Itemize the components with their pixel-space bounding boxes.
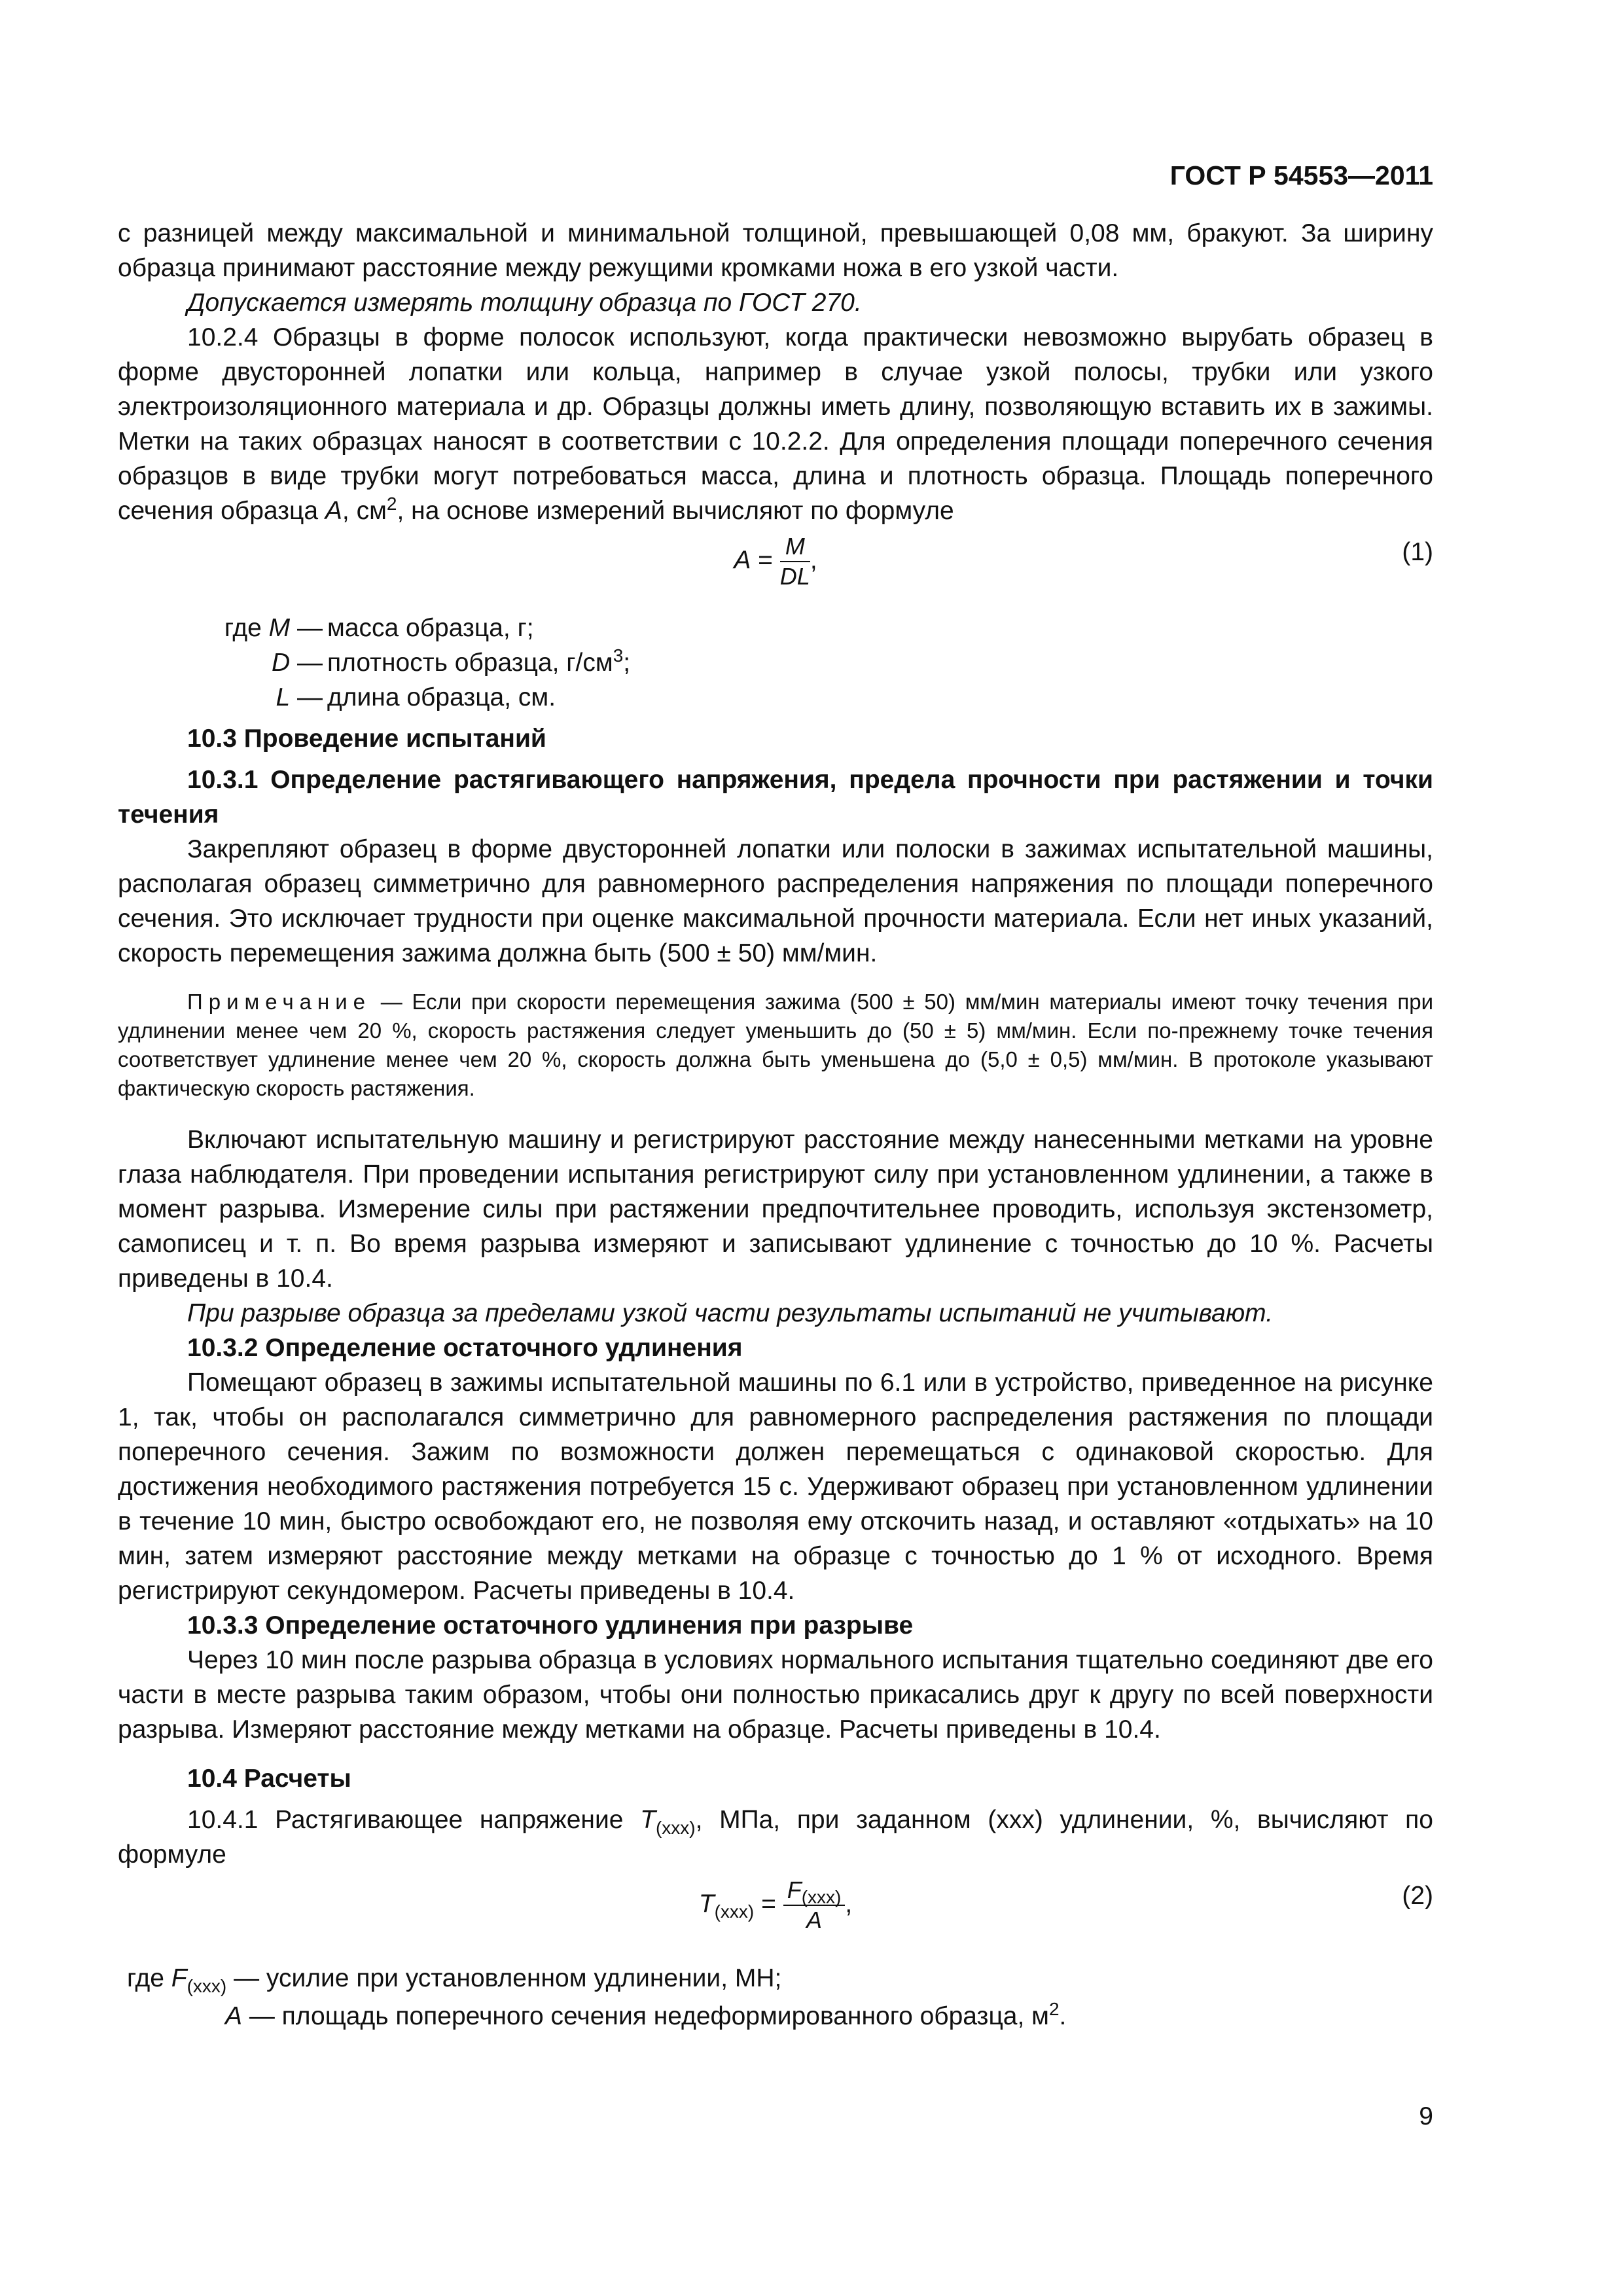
paragraph-10-2-4-tail: , на основе измерений вычисляют по формуле — [397, 497, 954, 525]
paragraph-10-3-3: Через 10 мин после разрыва образца в условиях нормального испытания тщательно соединяют две его части в месте разрыва таким образом, чтобы они полностью прикасались друг к другу по всей поверхности разрыва. Измеряют расстояние между метками на образце. Расчеты приведены в 10.4. — [118, 1646, 1433, 1744]
heading-10-3-3: 10.3.3 Определение остаточного удлинения при разрыве — [187, 1611, 914, 1640]
paragraph-10-3-1: Закрепляют образец в форме двусторонней лопатки или полоски в зажимах испытательной машины, располагая образец симметрично для равномерного распределения напряжения по площади поперечного сечения. Это исключает трудности при оценке максимальной прочности материала. Если нет иных указаний, скорость перемещения зажима должна быть (500 ± 50) мм/мин. — [118, 835, 1433, 967]
formula-2-expression: $T_{(xxx)}$ = $\frac{F_{(xxx)}}{A}$ , — [698, 1876, 853, 1933]
page-number: 9 — [1419, 2102, 1433, 2130]
paragraph-allowed-gost270: Допускается измерять толщину образца по ГОСТ 270. — [187, 289, 862, 317]
paragraph-10-2-4-text: 10.2.4 Образцы в форме полосок используют, когда практически невозможно вырубать образец в форме двусторонней лопатки или кольца, например в случае узкой полосы, трубки или узкого электроизоляционного материала и др. Образцы должны иметь длину, позволяющую вставить их в зажимы. Метки на таких образцах наносят в соответствии с 10.2.2. Для определения площади поперечного сечения образцов в виде трубки могут потребоваться масса, длина и плотность образца. Площадь поперечного сечения образца — [118, 323, 1433, 525]
legend-row-d: D — плотность образца, $г/см^3$; — [271, 645, 631, 677]
paragraph-10-2-4 — [118, 320, 1433, 528]
symbol-a: A — [325, 497, 342, 525]
formula-2-legend — [127, 1961, 1433, 2034]
heading-10-3-1: 10.3.1 Определение растягивающего напряжения, предела прочности при растяжении и точки течения — [118, 766, 1433, 829]
legend-row-a: A — площадь поперечного сечения недеформированного образца, $м^2$. — [225, 1999, 1067, 2030]
note-text: — Если при скорости перемещения зажима (500 ± 50) мм/мин материалы имеют точку течения при удлинении менее чем 20 %, скорость растяжения следует уменьшить до (50 ± 5) мм/мин. Если по-прежнему точке течения соответствует удлинение менее чем 20 %, скорость должна быть уменьшена до (5,0 ± 0,5) мм/мин. В протоколе указывают фактическую скорость растяжения. — [118, 990, 1433, 1100]
formula-1 — [118, 528, 1433, 607]
paragraph-break-outside: При разрыве образца за пределами узкой части результаты испытаний не учитывают. — [187, 1299, 1274, 1327]
formula-1-legend — [118, 611, 1433, 715]
formula-2 — [118, 1872, 1433, 1957]
paragraph-10-4-1: 10.4.1 Растягивающее напряжение $T_{(xxx)}$, МПа, при заданном (xxx) удлинении, %, вычисляют по формуле — [118, 1806, 1433, 1869]
legend-row-m: где M — масса образца, г; — [224, 614, 534, 642]
document-body — [118, 216, 1433, 2034]
paragraph-10-3-2: Помещают образец в зажимы испытательной машины по 6.1 или в устройство, приведенное на рисунке 1, так, чтобы он располагался симметрично для равномерного распределения растяжения по площади поперечного сечения. Зажим по возможности должен перемещаться с одинаковой скоростью. Для достижения необходимого растяжения потребуется 15 с. Удерживают образец при установленном удлинении в течение 10 мин, быстро освобождают его, не позволяя ему отскочить назад, и оставляют «отдыхать» на 10 мин, затем измеряют расстояние между метками на образце с точностью до 1 % от исходного. Время регистрируют секундомером. Расчеты приведены в 10.4. — [118, 1369, 1433, 1605]
unit-cm: , см — [342, 497, 387, 525]
heading-10-3: 10.3 Проведение испытаний — [187, 725, 546, 753]
formula-1-expression: A = $\frac{M}{DL}$ , — [734, 533, 817, 590]
paragraph-continuation: с разницей между максимальной и минимальной толщиной, превышающей 0,08 мм, бракуют. За ширину образца принимают расстояние между режущими кромками ножа в его узкой части. — [118, 219, 1433, 282]
paragraph-machine: Включают испытательную машину и регистрируют расстояние между нанесенными метками на уровне глаза наблюдателя. При проведении испытания регистрируют силу при установленном удлинении, а также в момент разрыва. Измерение силы при растяжении предпочтительнее проводить, используя экстензометр, самописец и т. п. Во время разрыва измеряют и записывают удлинение с точностью до 10 %. Расчеты приведены в 10.4. — [118, 1126, 1433, 1293]
heading-10-3-2: 10.3.2 Определение остаточного удлинения — [187, 1334, 743, 1362]
legend-row-l: L — длина образца, см. — [276, 683, 556, 711]
legend-row-f: где $F_{(xxx)}$ — усилие при установленном удлинении, МН; — [127, 1964, 782, 1996]
formula-1-number: (1) — [1402, 538, 1433, 566]
standard-code-header: ГОСТ Р 54553—2011 — [1169, 160, 1433, 190]
note-label: Примечание — [187, 990, 372, 1014]
unit-exponent: 2 — [386, 493, 397, 514]
note-block — [118, 988, 1433, 1103]
formula-2-number: (2) — [1402, 1882, 1433, 1910]
heading-10-4: 10.4 Расчеты — [187, 1765, 351, 1793]
